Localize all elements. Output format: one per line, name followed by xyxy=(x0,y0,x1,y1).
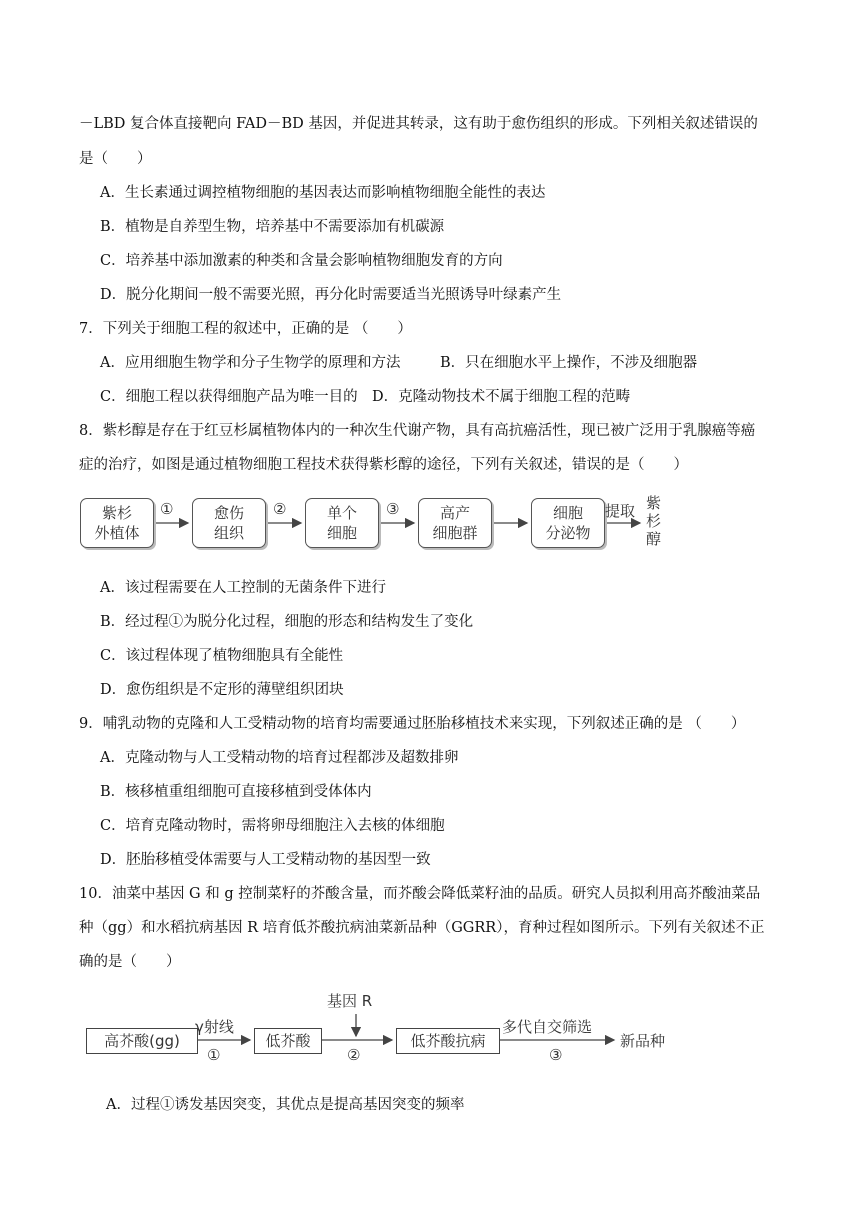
q8-option-b: B．经过程①为脱分化过程，细胞的形态和结构发生了变化 xyxy=(100,614,474,630)
q7-option-a: A．应用细胞生物学和分子生物学的原理和方法 xyxy=(100,355,401,371)
q6-option-c: C．培养基中添加激素的种类和含量会影响植物细胞发育的方向 xyxy=(100,253,503,269)
q10-step-1: ① xyxy=(207,1046,221,1064)
q6-option-d: D．脱分化期间一般不需要光照，再分化时需要适当光照诱导叶绿素产生 xyxy=(100,287,562,303)
q8-step-2: ② xyxy=(273,500,287,518)
q6-stem-line-2: 是（ ） xyxy=(79,151,152,167)
q10-option-a: A．过程①诱发基因突变，其优点是提高基因突变的频率 xyxy=(106,1097,465,1113)
q7-option-d: D．克隆动物技术不属于细胞工程的范畴 xyxy=(372,389,631,405)
q10-step-2: ② xyxy=(347,1046,361,1064)
q6-option-a: A．生长素通过调控植物细胞的基因表达而影响植物细胞全能性的表达 xyxy=(100,185,546,201)
q10-stem-line-3: 确的是（ ） xyxy=(79,954,181,970)
q10-selfing-label: 多代自交筛选 xyxy=(502,1018,593,1036)
q8-box-high-yield: 高产 细胞群 xyxy=(418,498,492,548)
q10-stem-line-2: 种（gg）和水稻抗病基因 R 培育低芥酸抗病油菜新品种（GGRR），育种过程如图所示。下列有关叙述不正 xyxy=(79,920,765,936)
q10-box-low-erucic: 低芥酸 xyxy=(254,1028,322,1054)
q10-product-label: 新品种 xyxy=(620,1032,666,1050)
q10-step-3: ③ xyxy=(549,1046,563,1064)
q8-step-1: ① xyxy=(160,500,174,518)
q8-box-secretion: 细胞 分泌物 xyxy=(531,498,605,548)
q6-option-b: B．植物是自养型生物，培养基中不需要添加有机碳源 xyxy=(100,219,445,235)
q7-option-b: B．只在细胞水平上操作，不涉及细胞器 xyxy=(440,355,698,371)
q8-stem-line-2: 症的治疗，如图是通过植物细胞工程技术获得紫杉醇的途径，下列有关叙述，错误的是（ ） xyxy=(79,457,688,473)
q8-option-a: A．该过程需要在人工控制的无菌条件下进行 xyxy=(100,580,386,596)
q10-box-high-erucic: 高芥酸(gg) xyxy=(86,1028,198,1054)
q10-box-low-erucic-resistant: 低芥酸抗病 xyxy=(396,1028,500,1054)
q8-option-d: D．愈伤组织是不定形的薄壁组织团块 xyxy=(100,682,344,698)
q8-product-taxol: 紫 杉 醇 xyxy=(646,494,662,548)
q6-stem-line-1: －LBD 复合体直接靶向 FAD－BD 基因，并促进其转录，这有助于愈伤组织的形成。下列相关叙述错误的 xyxy=(79,116,758,132)
q9-option-c: C．培育克隆动物时，需将卵母细胞注入去核的体细胞 xyxy=(100,818,445,834)
q7-option-c: C．细胞工程以获得细胞产品为唯一目的 xyxy=(100,389,358,405)
q10-gamma-ray-label: γ射线 xyxy=(195,1018,234,1036)
q8-stem-line-1: 8．紫杉醇是存在于红豆杉属植物体内的一种次生代谢产物，具有高抗癌活性，现已被广泛用于乳腺癌等癌 xyxy=(79,423,756,439)
q8-option-c: C．该过程体现了植物细胞具有全能性 xyxy=(100,648,344,664)
q10-gene-r-label: 基因 R xyxy=(327,992,373,1010)
q8-extract-label: 提取 xyxy=(605,502,636,520)
q8-box-explant: 紫杉 外植体 xyxy=(80,498,154,548)
q8-box-single-cell: 单个 细胞 xyxy=(305,498,379,548)
q8-step-3: ③ xyxy=(386,500,400,518)
q7-stem: 7．下列关于细胞工程的叙述中，正确的是 （ ） xyxy=(79,321,412,337)
q10-stem-line-1: 10．油菜中基因 G 和 g 控制菜籽的芥酸含量，而芥酸会降低菜籽油的品质。研究人员拟利用高芥酸油菜品 xyxy=(79,886,761,902)
q9-option-b: B．核移植重组细胞可直接移植到受体体内 xyxy=(100,784,372,800)
q9-option-a: A．克隆动物与人工受精动物的培育过程都涉及超数排卵 xyxy=(100,750,459,766)
q8-box-callus: 愈伤 组织 xyxy=(192,498,266,548)
q9-stem: 9．哺乳动物的克隆和人工受精动物的培育均需要通过胚胎移植技术来实现，下列叙述正确的是 （ ） xyxy=(79,716,746,732)
q9-option-d: D．胚胎移植受体需要与人工受精动物的基因型一致 xyxy=(100,852,431,868)
